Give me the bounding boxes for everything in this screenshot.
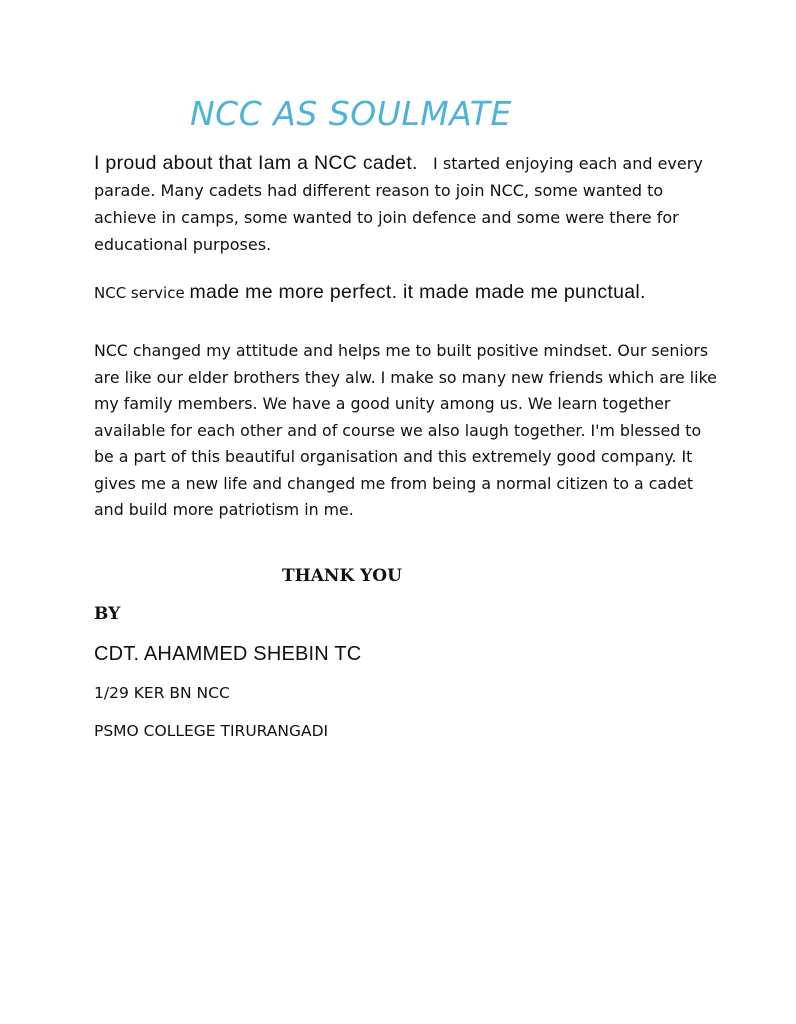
by-label: BY — [94, 604, 121, 624]
paragraph-attitude: NCC changed my attitude and helps me to built positive mindset. Our seniors are like our elder brothers they alw. I make so many new friends which are like my family members. We have a good unity among us. We learn together available for each other and of course we also laugh together. I'm blessed to be a part of this beautiful organisation and this extremely good company. It gives me a new life and changed me from being a normal citizen to a cadet and build more patriotism in me. — [94, 341, 717, 519]
signature-name: CDT. AHAMMED SHEBIN TC — [94, 643, 362, 665]
paragraph-intro — [94, 150, 718, 258]
paragraph-intro-body: I started enjoying each and every parade. Many cadets had different reason to join NCC, some wanted to achieve in camps, some wanted to join defence and some were there for educational purposes. — [94, 154, 703, 254]
paragraph-intro-lead: I proud about that Iam a NCC cadet. — [94, 152, 418, 174]
signature-unit: 1/29 KER BN NCC — [94, 684, 230, 702]
signature-college: PSMO COLLEGE TIRURANGADI — [94, 722, 329, 740]
paragraph-service-lead: NCC service — [94, 284, 185, 302]
document-title: NCC AS SOULMATE — [190, 94, 512, 133]
paragraph-service-body: made me more perfect. it made made me punctual. — [189, 281, 646, 303]
paragraph-service — [94, 278, 718, 308]
closing-thank-you: THANK YOU — [282, 566, 402, 586]
